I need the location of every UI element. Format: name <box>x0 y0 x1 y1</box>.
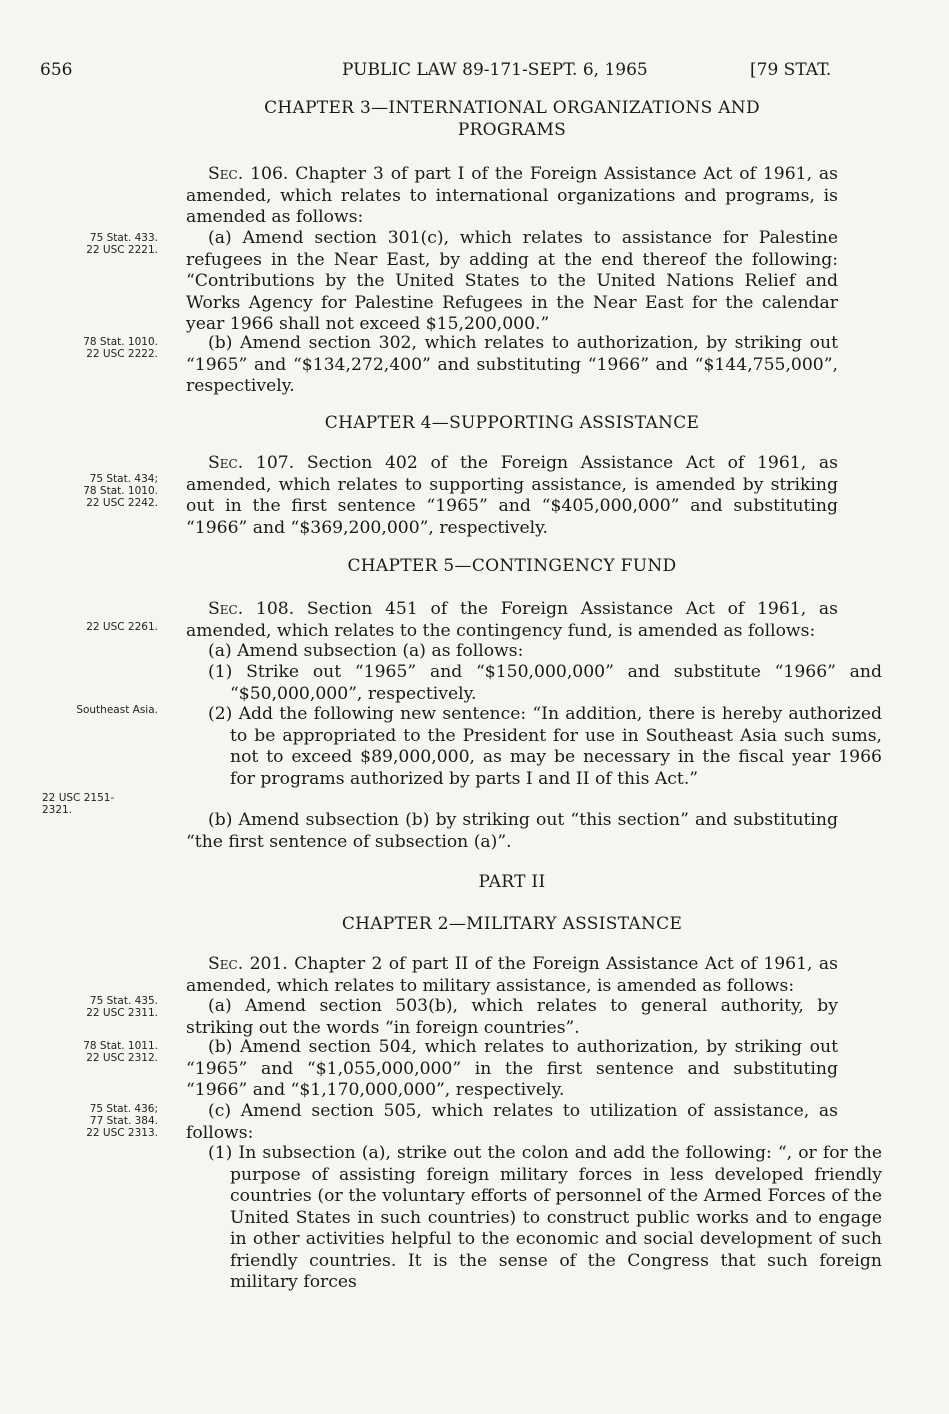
margin-note-citation: 78 Stat. 1010. 22 USC 2222. <box>83 336 158 360</box>
section-label: Sec. 108. <box>208 599 295 619</box>
section-label: Sec. 201. <box>208 954 288 974</box>
margin-note-citation: 22 USC 2151- 2321. <box>42 792 115 816</box>
margin-note-citation: 75 Stat. 434; 78 Stat. 1010. 22 USC 2242. <box>83 473 158 509</box>
section-201-c-1: (1) In subsection (a), strike out the colon and add the following: “, or for the purpose of assisting foreign military forces in less developed friendly countries (or the voluntary efforts of personnel of the Armed Forces of the United States in such countries) to construct public works and to engage in other activities helpful to the economic and social development of such friendly countries. It is the sense of the Congress that such foreign military forces <box>208 1143 882 1292</box>
section-106-a: (a) Amend section 301(c), which relates to assistance for Palestine refugees in the Near East, by adding at the end thereof the following: “Contributions by the United States to the United Nations Relief and Works Agency for Palestine Refugees in the Near East for the calendar year 1966 shall not exceed $15,200,000.” <box>186 228 838 334</box>
section-107 <box>186 453 838 539</box>
running-header-volume: [79 STAT. <box>750 60 832 80</box>
chapter-3-heading: CHAPTER 3—INTERNATIONAL ORGANIZATIONS AND PROGRAMS <box>264 98 760 140</box>
section-108-a-1: (1) Strike out “1965” and “$150,000,000” and substitute “1966” and “$50,000,000”, respectively. <box>208 662 882 704</box>
section-106-b: (b) Amend section 302, which relates to authorization, by striking out “1965” and “$134,272,400” and substituting “1966” and “$144,755,000”, respectively. <box>186 333 838 396</box>
page-number: 656 <box>40 60 73 80</box>
section-text: Chapter 2 of part II of the Foreign Assistance Act of 1961, as amended, which relates to military assistance, is amended as follows: <box>186 954 838 996</box>
chapter-5-heading: CHAPTER 5—CONTINGENCY FUND <box>347 556 677 576</box>
section-108-a-2: (2) Add the following new sentence: “In addition, there is hereby authorized to be appropriated to the President for use in Southeast Asia such sums, not to exceed $89,000,000, as may be necessary in the fiscal year 1966 for programs authorized by parts I and II of this Act.” <box>208 704 882 789</box>
margin-note-citation: 75 Stat. 436; 77 Stat. 384. 22 USC 2313. <box>86 1103 158 1139</box>
part-2-heading: PART II <box>478 872 546 892</box>
section-108-a: (a) Amend subsection (a) as follows: <box>208 641 524 661</box>
margin-note-citation: 75 Stat. 433. 22 USC 2221. <box>86 232 158 256</box>
section-106 <box>186 164 838 229</box>
section-label: Sec. 107. <box>208 453 295 473</box>
section-201-a: (a) Amend section 503(b), which relates to general authority, by striking out the words “in foreign countries”. <box>186 996 838 1038</box>
section-text: Chapter 3 of part I of the Foreign Assistance Act of 1961, as amended, which relates to international organizations and programs, is amended as follows: <box>186 164 838 227</box>
section-108 <box>186 599 838 642</box>
section-text: Section 402 of the Foreign Assistance Act of 1961, as amended, which relates to supporting assistance, is amended by striking out in the first sentence “1965” and “$405,000,000” and substituting “1966” and “$369,200,000”, respectively. <box>186 453 838 538</box>
section-label: Sec. 106. <box>208 164 289 184</box>
chapter-4-heading: CHAPTER 4—SUPPORTING ASSISTANCE <box>324 413 700 433</box>
section-201 <box>186 954 838 997</box>
margin-note-topic: Southeast Asia. <box>76 704 158 716</box>
running-header-title: PUBLIC LAW 89-171-SEPT. 6, 1965 <box>342 60 648 80</box>
margin-note-citation: 75 Stat. 435. 22 USC 2311. <box>86 995 158 1019</box>
part-2-chapter-2-heading: CHAPTER 2—MILITARY ASSISTANCE <box>341 914 683 934</box>
section-201-c: (c) Amend section 505, which relates to utilization of assistance, as follows: <box>186 1101 838 1143</box>
margin-note-citation: 22 USC 2261. <box>86 621 158 633</box>
section-108-b: (b) Amend subsection (b) by striking out “this section” and substituting “the first sentence of subsection (a)”. <box>186 810 838 852</box>
margin-note-citation: 78 Stat. 1011. 22 USC 2312. <box>83 1040 158 1064</box>
section-text: Section 451 of the Foreign Assistance Act of 1961, as amended, which relates to the contingency fund, is amended as follows: <box>186 599 838 641</box>
section-201-b: (b) Amend section 504, which relates to authorization, by striking out “1965” and “$1,055,000,000” in the first sentence and substituting “1966” and “$1,170,000,000”, respectively. <box>186 1037 838 1100</box>
